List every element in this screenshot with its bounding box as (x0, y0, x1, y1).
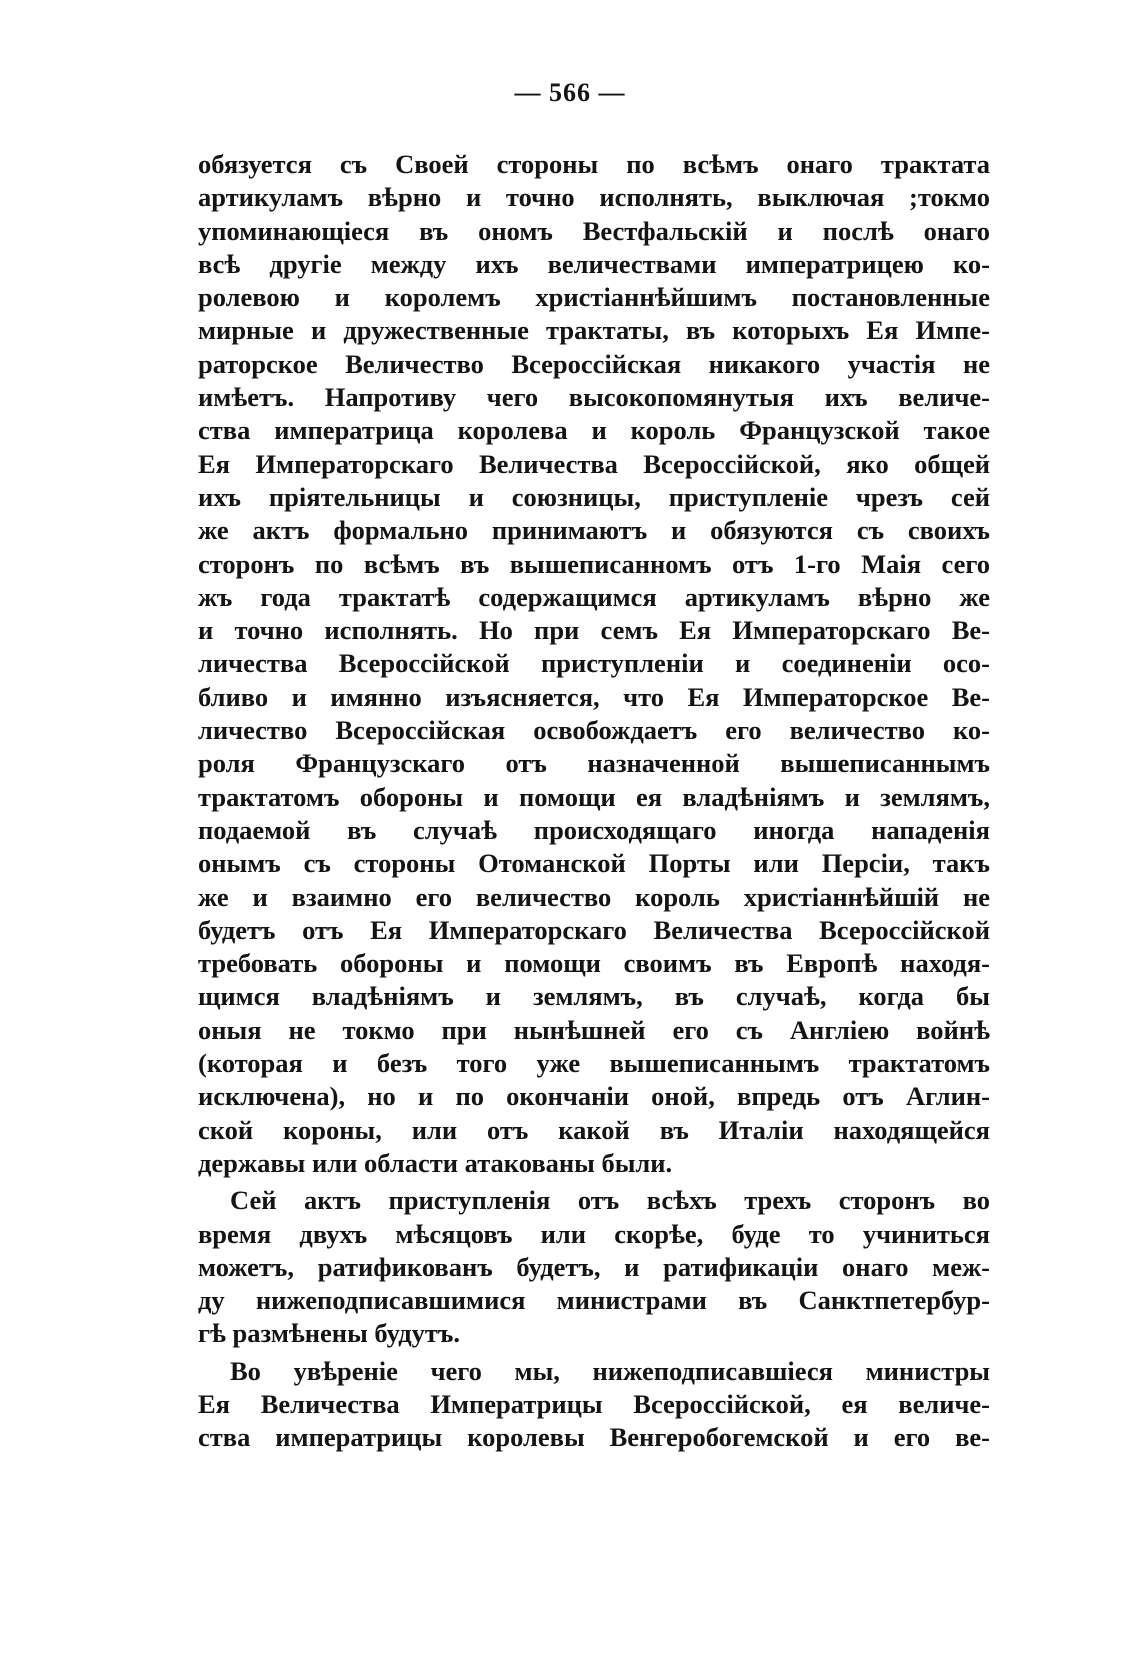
text-line: можетъ, ратификованъ будетъ, и ратификаціи онаго меж- (198, 1251, 990, 1282)
text-body (198, 148, 990, 1455)
page-number: — 566 — (514, 78, 626, 107)
text-line: упоминающіеся въ ономъ Вестфальскій и послѣ онаго (198, 215, 990, 246)
text-line: гѣ размѣнены будутъ. (198, 1318, 460, 1349)
paragraph (198, 148, 990, 1180)
text-line: будетъ отъ Ея Императорскаго Величества Всероссійской (198, 914, 990, 945)
text-line: ролевою и королемъ христіаннѣйшимъ постановленные (198, 282, 990, 313)
text-line: (которая и безъ того уже вышеписаннымъ трактатомъ (198, 1048, 990, 1079)
paragraph (198, 1355, 990, 1455)
text-line: подаемой въ случаѣ происходящаго иногда нападенія (198, 814, 990, 845)
text-line: требовать обороны и помощи своимъ въ Европѣ находя- (198, 948, 990, 979)
text-line: исключена), но и по окончаніи оной, впредь отъ Аглин- (198, 1081, 990, 1112)
text-line: обязуется съ Своей стороны по всѣмъ онаго трактата (198, 149, 990, 179)
text-line: же актъ формально принимаютъ и обязуются съ своихъ (198, 515, 990, 546)
text-line: личество Всероссійская освобождаетъ его величество ко- (198, 715, 990, 746)
text-line: имѣетъ. Напротиву чего высокопомянутыя ихъ величе- (198, 382, 990, 413)
text-line: же и взаимно его величество король христіаннѣйшій не (198, 881, 990, 912)
text-line: Ея Величества Императрицы Всероссійской, ея величе- (198, 1388, 990, 1419)
paragraph (198, 1184, 990, 1350)
text-line: ской короны, или отъ какой въ Италіи находящейся (198, 1114, 990, 1145)
text-line: онымъ съ стороны Отоманской Порты или Персіи, такъ (198, 848, 990, 879)
text-line: оныя не токмо при нынѣшней его съ Англіею войнѣ (198, 1014, 990, 1045)
text-line: ства императрицы королевы Венгеробогемской и его ве- (198, 1422, 990, 1453)
text-line: раторское Величество Всероссійская никакого участія не (198, 348, 990, 379)
text-line: время двухъ мѣсяцовъ или скорѣе, буде то учиниться (198, 1218, 990, 1249)
text-line: жъ года трактатѣ содержащимся артикуламъ вѣрно же (198, 581, 990, 612)
text-line: бливо и имянно изъясняется, что Ея Императорское Ве- (198, 681, 990, 712)
text-line: ду нижеподписавшимися министрами въ Санктпетербур- (198, 1285, 990, 1316)
text-line: сторонъ по всѣмъ въ вышеписанномъ отъ 1-го Маія сего (198, 548, 990, 579)
text-line: личества Всероссійской приступленіи и соединеніи осо- (198, 648, 990, 679)
text-line: Сей актъ приступленія отъ всѣхъ трехъ сторонъ во (230, 1185, 990, 1216)
text-line: всѣ другіе между ихъ величествами императрицею ко- (198, 248, 990, 279)
text-line: трактатомъ обороны и помощи ея владѣніямъ и землямъ, (198, 781, 990, 812)
text-line: Во увѣреніе чего мы, нижеподписавшіеся министры (230, 1355, 990, 1386)
text-line: щимся владѣніямъ и землямъ, въ случаѣ, когда бы (198, 981, 990, 1012)
text-line: артикуламъ вѣрно и точно исполнять, выключая ;токмо (198, 182, 990, 213)
text-line: ства императрица королева и король Французской такое (198, 415, 990, 446)
text-line: ихъ пріятельницы и союзницы, приступленіе чрезъ сей (198, 481, 990, 512)
text-line: и точно исполнять. Но при семъ Ея Императорскаго Ве- (198, 615, 990, 646)
text-line: мирные и дружественные трактаты, въ которыхъ Ея Импе- (198, 315, 990, 346)
text-line: роля Французскаго отъ назначенной вышеписаннымъ (198, 748, 990, 779)
text-line: Ея Императорскаго Величества Всероссійской, яко общей (198, 448, 990, 479)
text-line: державы или области атакованы были. (198, 1147, 673, 1178)
